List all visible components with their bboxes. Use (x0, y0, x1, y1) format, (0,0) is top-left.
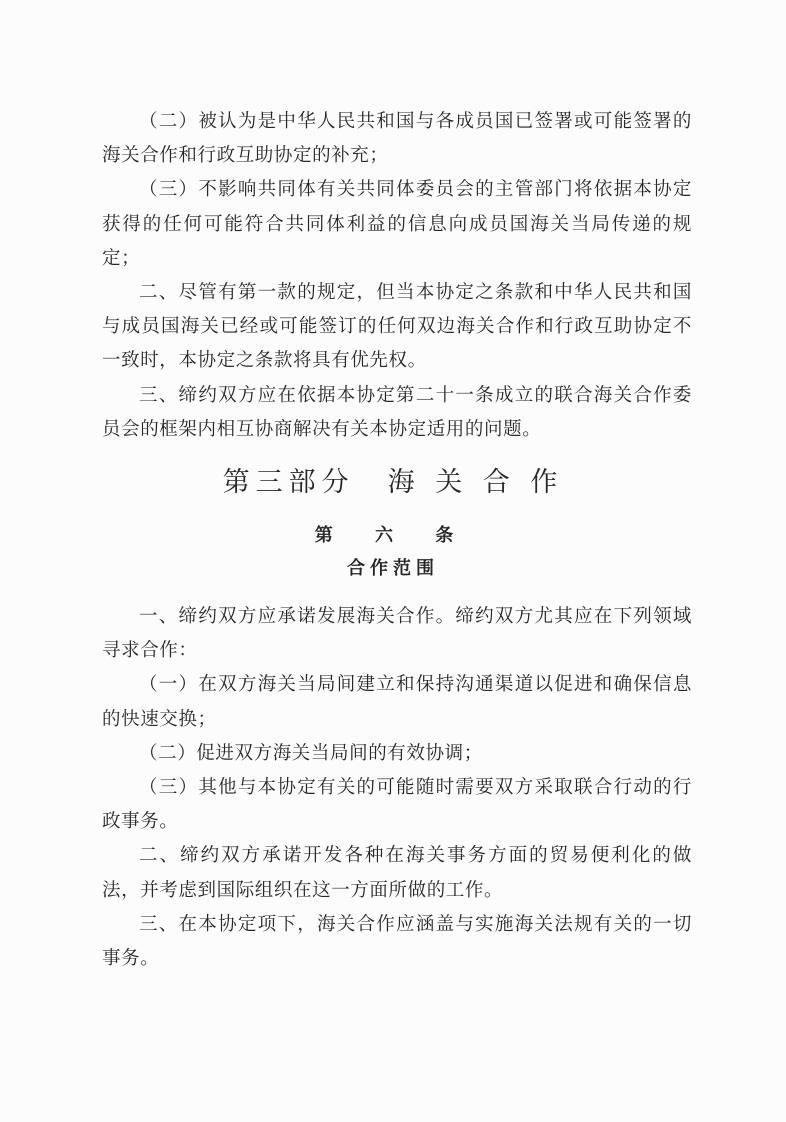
article-clause-3: 三、在本协定项下，海关合作应涵盖与实施海关法规有关的一切事务。 (102, 913, 692, 970)
article-number: 第 六 条 (314, 525, 472, 546)
article-clause-2: 二、缔约双方承诺开发各种在海关事务方面的贸易便利化的做法，并考虑到国际组织在这一方面所做的工作。 (102, 845, 692, 901)
paragraph-item-3: （三）不影响共同体有关共同体委员会的主管部门将依据本协定获得的任何可能符合共同体利益的信息向成员国海关当局传递的规定； (102, 179, 692, 269)
upper-text-block (102, 105, 692, 447)
article-item-3: （三）其他与本协定有关的可能随时需要双方采取联合行动的行政事务。 (102, 777, 692, 833)
paragraph-clause-2: 二、尽管有第一款的规定，但当本协定之条款和中华人民共和国与成员国海关已经或可能签订的任何双边海关合作和行政互助协定不一致时，本协定之条款将具有优先权。 (102, 282, 692, 372)
paragraph-item-2: （二）被认为是中华人民共和国与各成员国已签署或可能签署的海关合作和行政互助协定的补充； (102, 111, 692, 167)
article-item-1: （一）在双方海关当局间建立和保持沟通渠道以促进和确保信息的快速交换； (102, 674, 692, 730)
article-item-2: （二）促进双方海关当局间的有效协调； (139, 742, 483, 764)
article-title: 合作范围 (347, 558, 439, 579)
article-body (102, 600, 692, 976)
part-heading: 第三部分 海 关 合 作 (222, 467, 564, 498)
paragraph-clause-3: 三、缔约双方应在依据本协定第二十一条成立的联合海关合作委员会的框架内相互协商解决有关本协定适用的问题。 (102, 384, 692, 440)
article-clause-1: 一、缔约双方应承诺发展海关合作。缔约双方尤其应在下列领域寻求合作： (102, 606, 692, 662)
